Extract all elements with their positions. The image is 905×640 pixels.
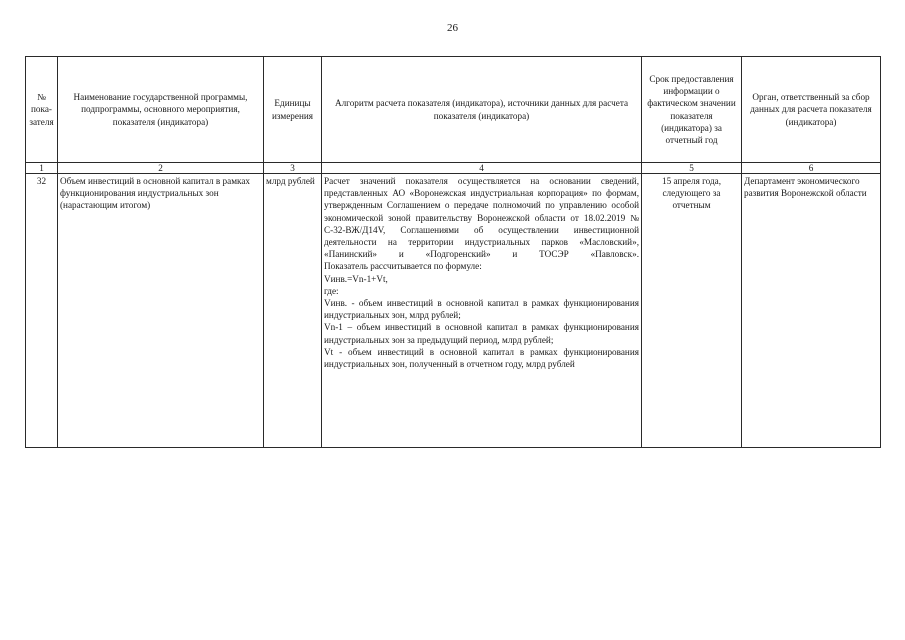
header-deadline: Срок предоставления информации о фактическом значении показателя (индикатора) за отчетный год [642,57,742,163]
page-number: 26 [447,22,458,34]
row-number: 32 [26,174,58,448]
header-number: № пока-зателя [26,57,58,163]
row-algorithm [322,174,642,448]
row-name: Объем инвестиций в основной капитал в рамках функционирования индустриальных зон (нарастающим итогом) [58,174,264,448]
table-row [26,174,881,448]
column-number: 5 [642,163,742,174]
algorithm-paragraph: Vn-1 – объем инвестиций в основной капитал в рамках функционирования индустриальных зон за предыдущий период, млрд рублей; [324,322,639,345]
column-number: 6 [742,163,881,174]
column-number: 3 [264,163,322,174]
header-responsible: Орган, ответственный за сбор данных для расчета показателя (индикатора) [742,57,881,163]
indicator-table [25,56,881,448]
row-units: млрд рублей [264,174,322,448]
column-number: 2 [58,163,264,174]
column-number: 1 [26,163,58,174]
algorithm-paragraph: Показатель рассчитывается по формуле: [324,261,482,272]
row-responsible: Департамент экономического развития Воронежской области [742,174,881,448]
algorithm-paragraph: где: [324,285,339,296]
algorithm-paragraph: Vt - объем инвестиций в основной капитал в рамках функционирования индустриальных зон, полученный в отчетном году, млрд рублей [324,346,639,370]
header-algorithm: Алгоритм расчета показателя (индикатора), источники данных для расчета показателя (индикатора) [322,57,642,163]
header-name: Наименование государственной программы, подпрограммы, основного мероприятия, показателя (индикатора) [58,57,264,163]
algorithm-paragraph: Vинв. - объем инвестиций в основной капитал в рамках функционирования индустриальных зон, млрд рублей; [324,298,639,321]
algorithm-formula: Vинв.=Vn-1+Vt, [324,273,388,284]
column-number: 4 [322,163,642,174]
algorithm-paragraph: Расчет значений показателя осуществляется на основании сведений, представленных АО «Воронежская индустриальная корпорация» по формам, утвержденным Соглашением о передаче полномочий по управлению особой экономической зоной правительству Воронежской области от 18.02.2019 № С-32-ВЖ/Д14V, Соглашениями об осуществлении инвестиционной деятельности на территории индустриальных парков «Масловский», «Панинский» и «Подгоренский» и ТОСЭР «Павловск». [324,176,639,260]
row-deadline: 15 апреля года, следующего за отчетным [642,174,742,448]
column-numbers-row [26,163,881,174]
header-units: Единицы измерения [264,57,322,163]
table-header-row [26,57,881,163]
